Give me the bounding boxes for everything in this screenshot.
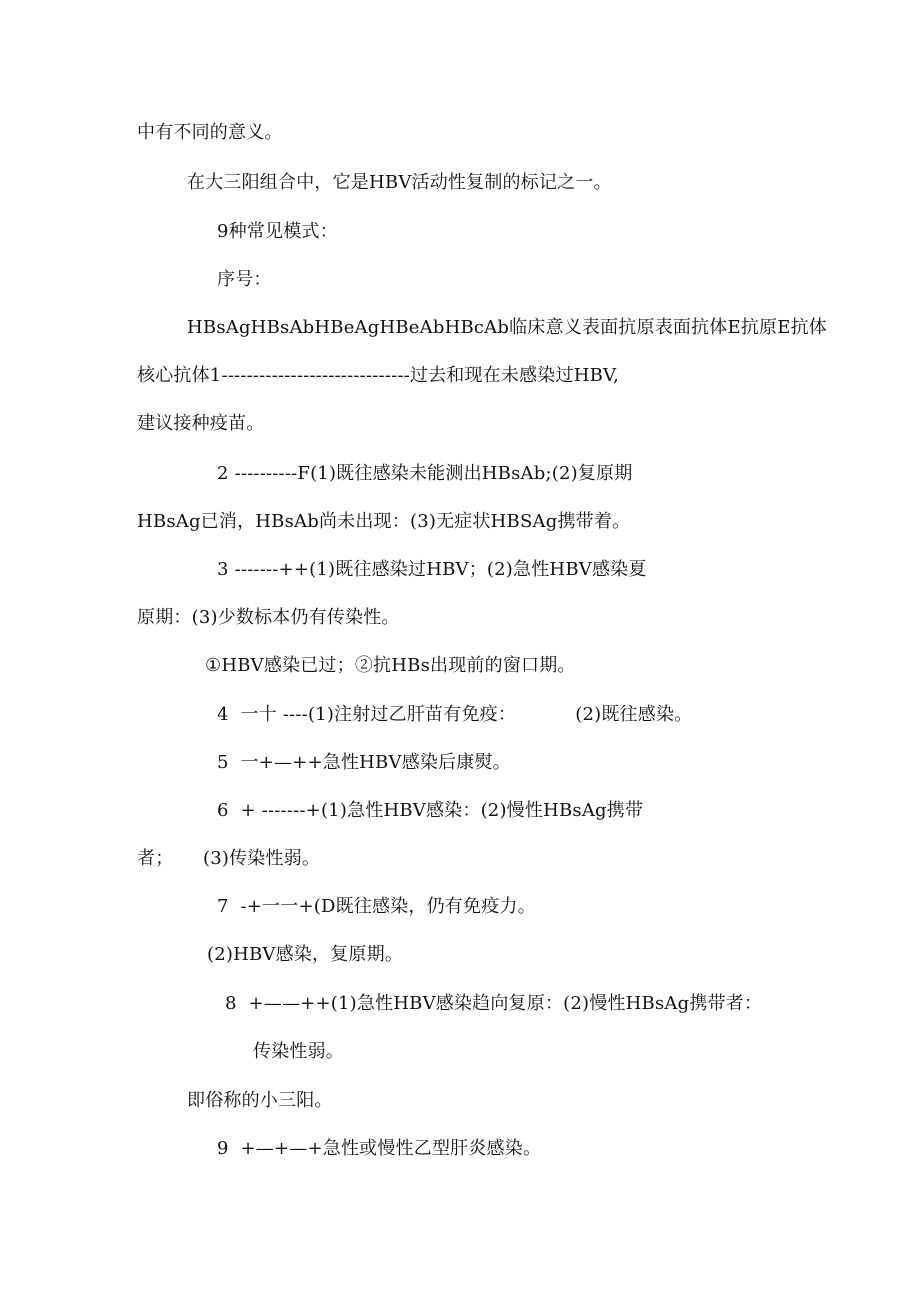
- text-line-15: 6 + -------+(1)急性HBV感染：(2)慢性HBsAg携带: [217, 800, 644, 821]
- text-line-4: 序号：: [217, 269, 272, 290]
- text-line-8: 2 ----------F(1)既往感染未能测出HBsAb;(2)复原期: [217, 463, 633, 484]
- text-line-6: 核心抗体1------------------------------过去和现在未感染过HBV,: [137, 365, 620, 386]
- text-line-21: 即俗称的小三阳。: [187, 1090, 333, 1111]
- text-line-7: 建议接种疫苗。: [137, 413, 265, 434]
- text-line-5: HBsAgHBsAbHBeAgHBeAbHBcAb临床意义表面抗原表面抗体E抗原E抗体: [187, 317, 827, 338]
- text-line-20: 传染性弱。: [253, 1041, 344, 1062]
- text-line-16: 者； (3)传染性弱。: [137, 848, 321, 869]
- text-line-1: 中有不同的意义。: [137, 122, 283, 143]
- text-line-11: 原期：(3)少数标本仍有传染性。: [137, 607, 400, 628]
- text-line-19: 8 +——++(1)急性HBV感染趋向复原：(2)慢性HBsAg携带者：: [225, 993, 763, 1014]
- text-line-17: 7 -+一一+(D既往感染，仍有免疫力。: [217, 896, 536, 917]
- text-line-12: ①HBV感染已过；②抗HBs出现前的窗口期。: [205, 655, 576, 676]
- text-line-3: 9种常见模式：: [217, 221, 338, 242]
- text-line-22: 9 +—+—+急性或慢性乙型肝炎感染。: [217, 1138, 542, 1159]
- text-line-9: HBsAg已消，HBsAb尚未出现：(3)无症状HBSAg携带着。: [137, 511, 631, 532]
- text-line-14: 5 一+—++急性HBV感染后康熨。: [217, 752, 511, 773]
- text-line-18: (2)HBV感染，复原期。: [207, 944, 404, 965]
- text-line-2: 在大三阳组合中，它是HBV活动性复制的标记之一。: [187, 172, 612, 193]
- text-line-10: 3 -------++(1)既往感染过HBV；(2)急性HBV感染夏: [217, 559, 647, 580]
- text-line-13: 4 一十 ----(1)注射过乙肝苗有免疫： (2)既往感染。: [217, 704, 693, 725]
